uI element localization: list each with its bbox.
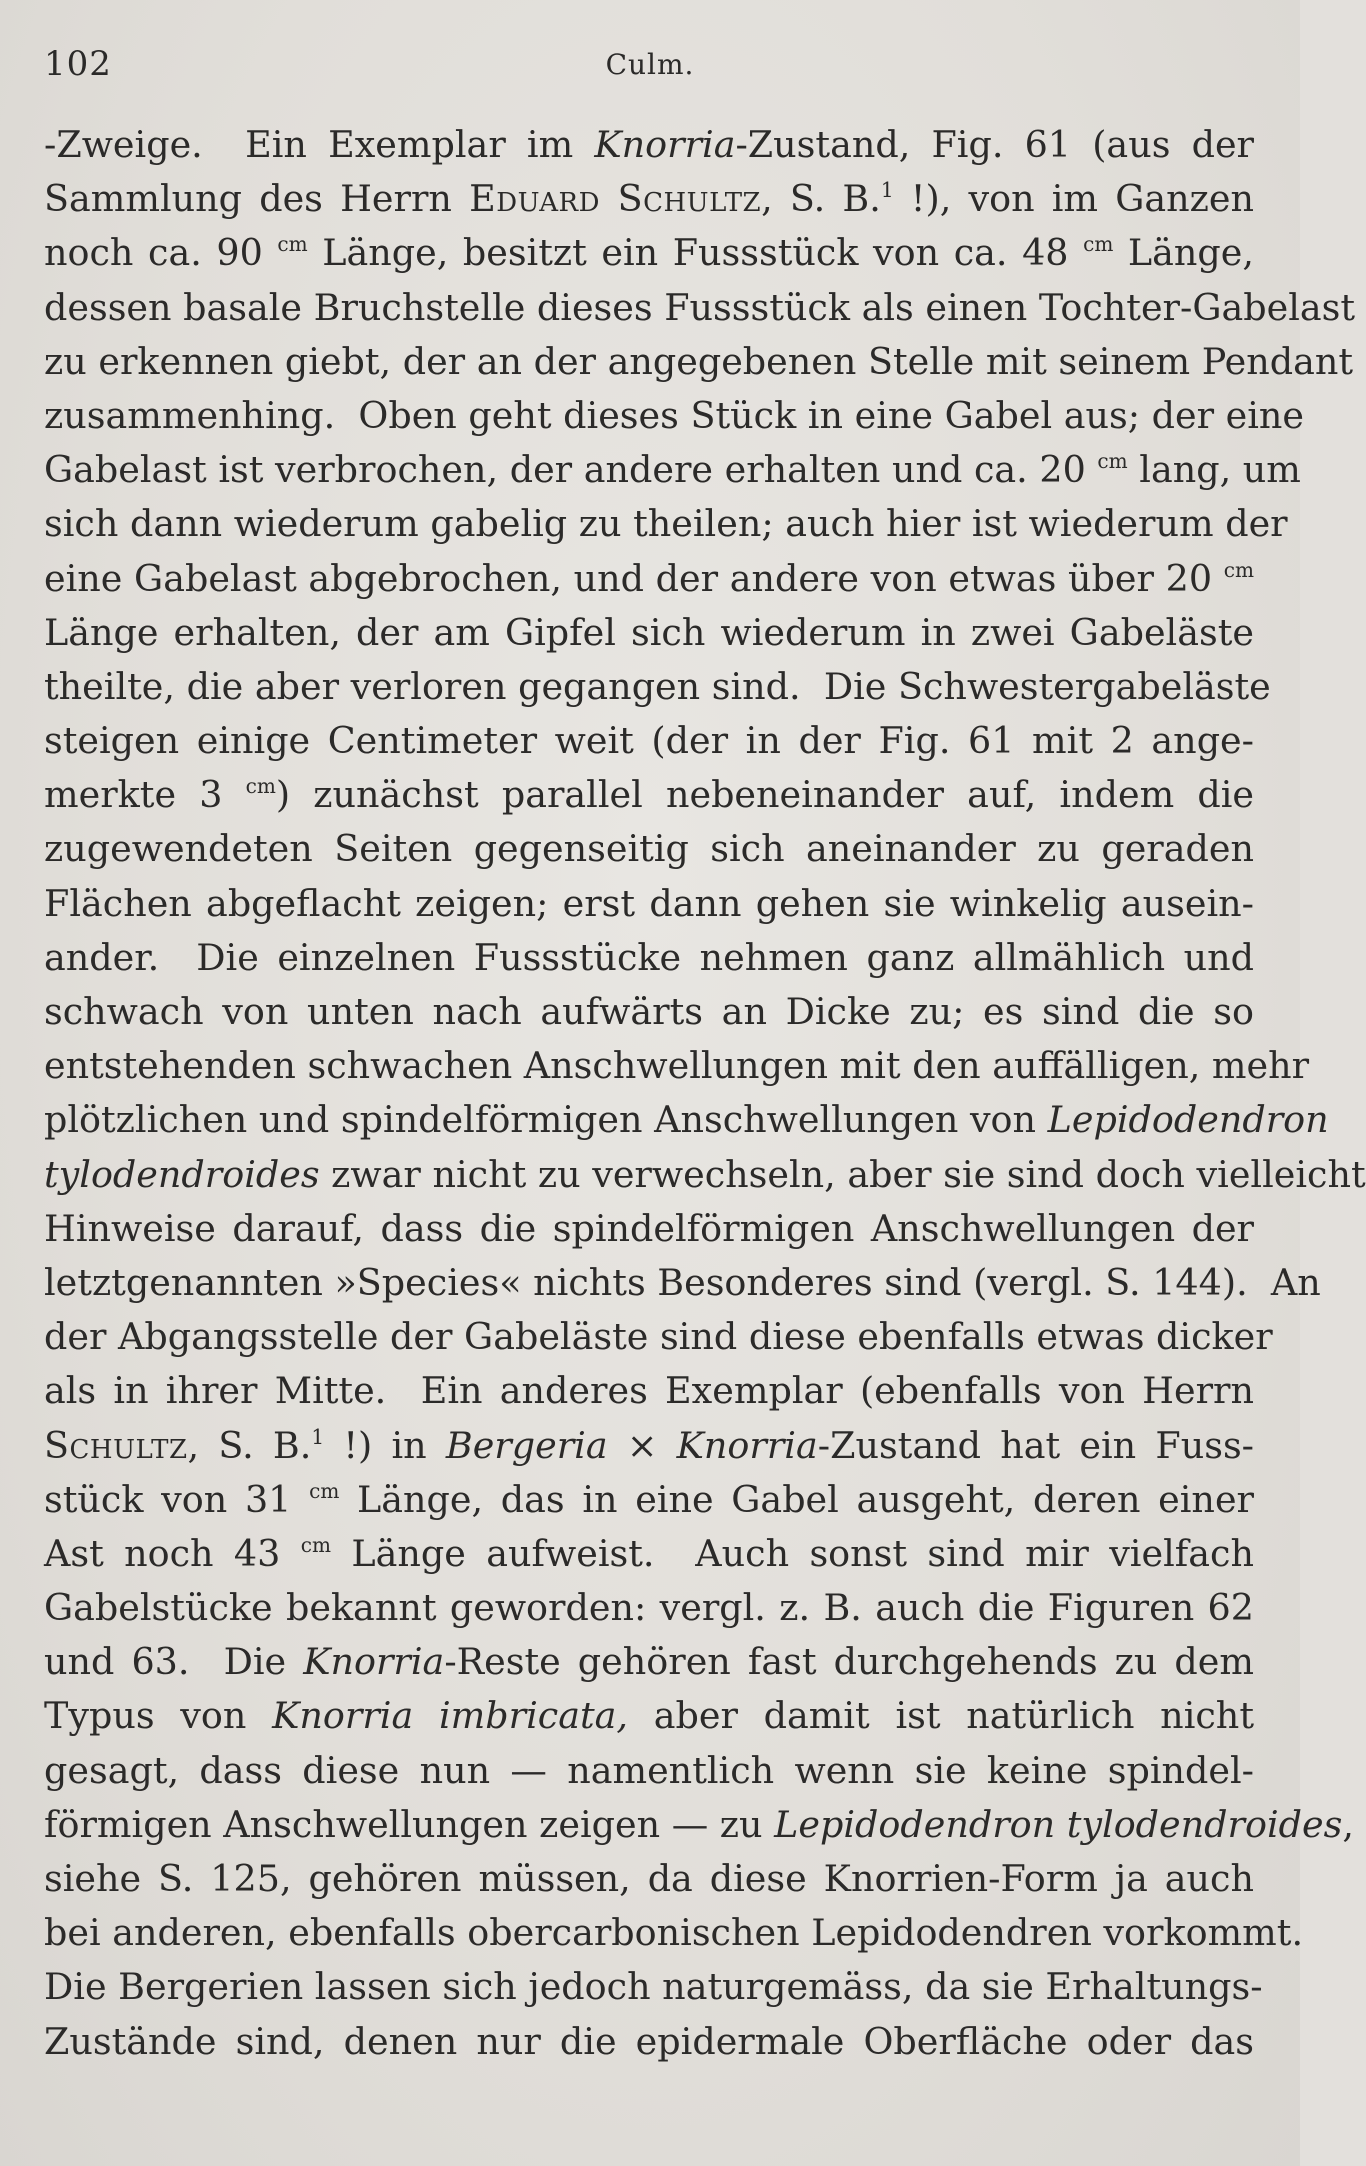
- text-segment: dessen basale Bruchstelle dieses Fussstück als einen Tochter-Gabelast: [44, 285, 1356, 329]
- page-number: 102: [44, 44, 112, 84]
- text-line: [44, 443, 1301, 497]
- text-segment: Gabelstücke bekannt geworden: vergl. z. B. auch die Figuren 62: [44, 1586, 1254, 1630]
- small-caps-text: Schultz: [44, 1423, 188, 1467]
- text-segment: bei anderen, ebenfalls obercarbonischen Lepidodendren vorkommt.: [44, 1911, 1304, 1955]
- superscript-text: cm: [1223, 557, 1254, 582]
- text-line: [44, 1852, 1254, 1906]
- text-line: [44, 226, 1254, 280]
- text-segment: stück von 31: [44, 1477, 310, 1521]
- superscript-text: cm: [1097, 449, 1128, 474]
- text-segment: eine Gabelast abgebrochen, und der andere von etwas über 20: [44, 556, 1224, 600]
- text-line: [44, 822, 1254, 876]
- text-segment: Länge, das in eine Gabel ausgeht, deren einer: [339, 1477, 1254, 1521]
- italic-text: Knorria: [303, 1640, 445, 1684]
- text-segment: lang, um: [1127, 448, 1301, 492]
- text-segment: Flächen abgeflacht zeigen; erst dann gehen sie winkelig ausein-: [44, 881, 1254, 925]
- text-segment: Hinweise darauf, dass die spindelförmigen Anschwellungen der: [44, 1206, 1254, 1250]
- italic-text: Lepidodendron: [1047, 1098, 1329, 1142]
- text-segment: ⨯: [607, 1423, 677, 1467]
- italic-text: Lepidodendron tylodendroides: [774, 1802, 1343, 1846]
- superscript-text: cm: [1083, 232, 1114, 257]
- text-line: [44, 1798, 1354, 1852]
- text-segment: Ast noch 43: [44, 1531, 301, 1575]
- text-line: [44, 1527, 1254, 1581]
- text-line: [44, 1419, 1254, 1473]
- text-line: [44, 1473, 1254, 1527]
- text-line: [44, 1039, 1310, 1093]
- text-segment: steigen einige Centimeter weit (der in der Fig. 61 mit 2 ange-: [44, 719, 1254, 763]
- text-line: [44, 768, 1254, 822]
- text-segment: zwar nicht zu verwechseln, aber sie sind doch vielleicht: [319, 1152, 1366, 1196]
- text-segment: Die Bergerien lassen sich jedoch naturgemäss, da sie Erhaltungs-: [44, 1965, 1263, 2009]
- text-line: [44, 1364, 1254, 1418]
- text-line: [44, 1256, 1321, 1310]
- text-line: [44, 281, 1356, 335]
- text-line: [44, 172, 1254, 226]
- text-segment: gesagt, dass diese nun — namentlich wenn sie keine spindel-: [44, 1748, 1254, 1792]
- text-line: [44, 714, 1254, 768]
- text-segment: merkte 3: [44, 773, 246, 817]
- text-segment: -Zweige. Ein Exemplar im: [44, 123, 595, 166]
- page-header: [44, 44, 1256, 94]
- text-segment: -Zustand hat ein Fuss-: [817, 1423, 1255, 1467]
- text-line: [44, 1906, 1304, 1960]
- superscript-text: cm: [300, 1532, 332, 1557]
- text-segment: , S. B.: [761, 177, 881, 221]
- superscript-text: cm: [309, 1478, 340, 1503]
- text-line: [44, 552, 1254, 606]
- text-segment: ,: [1342, 1802, 1354, 1846]
- text-segment: plötzlichen und spindelförmigen Anschwellungen von: [44, 1098, 1048, 1142]
- superscript-text: 1: [880, 178, 894, 203]
- italic-text: Knorria imbricata,: [272, 1694, 628, 1738]
- text-line: [44, 1202, 1254, 1256]
- text-line: [44, 118, 1254, 172]
- text-segment: , S. B.: [187, 1423, 312, 1467]
- text-segment: ander. Die einzelnen Fussstücke nehmen ganz allmählich und: [44, 935, 1254, 979]
- text-segment: Länge aufweist. Auch sonst sind mir vielfach: [331, 1531, 1254, 1575]
- text-segment: Länge, besitzt ein Fussstück von ca. 48: [307, 231, 1084, 275]
- text-segment: -Zustand, Fig. 61 (aus der: [735, 123, 1255, 166]
- text-line: [44, 1744, 1254, 1798]
- text-segment: Gabelast ist verbrochen, der andere erhalten und ca. 20: [44, 448, 1098, 492]
- text-segment: siehe S. 125, gehören müssen, da diese Knorrien-Form ja auch: [44, 1857, 1254, 1900]
- text-segment: Länge erhalten, der am Gipfel sich wiederum in zwei Gabeläste: [44, 610, 1254, 654]
- text-line: [44, 389, 1305, 443]
- text-segment: als in ihrer Mitte. Ein anderes Exemplar (ebenfalls von Herrn: [44, 1369, 1254, 1413]
- text-segment: zusammenhing. Oben geht dieses Stück in eine Gabel aus; der eine: [44, 393, 1305, 437]
- text-line: [44, 606, 1254, 660]
- text-line: [44, 1689, 1254, 1743]
- italic-text: Bergeria: [445, 1423, 608, 1467]
- text-line: [44, 1148, 1366, 1202]
- text-line: [44, 1093, 1329, 1147]
- text-segment: Länge,: [1113, 231, 1254, 275]
- text-segment: theilte, die aber verloren gegangen sind. Die Schwestergabeläste: [44, 664, 1271, 708]
- superscript-text: cm: [245, 774, 276, 799]
- text-line: [44, 985, 1254, 1039]
- text-segment: !), von im Ganzen: [893, 177, 1254, 221]
- text-segment: zu erkennen giebt, der an der angegebenen Stelle mit seinem Pendant: [44, 339, 1354, 383]
- text-line: [44, 1581, 1254, 1635]
- italic-text: Knorria: [676, 1423, 818, 1467]
- text-line: [44, 2015, 1254, 2069]
- text-segment: entstehenden schwachen Anschwellungen mit den auffälligen, mehr: [44, 1044, 1310, 1088]
- small-caps-text: Eduard Schultz: [469, 177, 762, 221]
- text-segment: sich dann wiederum gabelig zu theilen; auch hier ist wiederum der: [44, 502, 1288, 546]
- text-line: [44, 497, 1288, 551]
- text-segment: aber damit ist natürlich nicht: [627, 1694, 1254, 1738]
- italic-text: Knorria: [594, 123, 736, 166]
- text-line: [44, 1635, 1254, 1689]
- text-segment: Typus von: [44, 1694, 273, 1738]
- superscript-text: cm: [277, 232, 308, 257]
- text-segment: Sammlung des Herrn: [44, 177, 470, 221]
- text-segment: und 63. Die: [44, 1640, 304, 1684]
- text-line: [44, 877, 1254, 931]
- text-segment: -Reste gehören fast durchgehends zu dem: [444, 1640, 1254, 1684]
- text-line: [44, 335, 1354, 389]
- text-segment: schwach von unten nach aufwärts an Dicke zu; es sind die so: [44, 990, 1254, 1033]
- text-line: [44, 1960, 1263, 2014]
- text-segment: der Abgangsstelle der Gabeläste sind diese ebenfalls etwas dicker: [44, 1315, 1273, 1359]
- body-text: [44, 118, 1366, 2069]
- text-segment: förmigen Anschwellungen zeigen — zu: [44, 1802, 775, 1846]
- text-segment: noch ca. 90: [44, 231, 278, 275]
- text-line: [44, 660, 1271, 714]
- text-segment: ) zunächst parallel nebeneinander auf, indem die: [275, 773, 1254, 817]
- text-segment: !) in: [324, 1423, 446, 1467]
- text-segment: Zustände sind, denen nur die epidermale Oberfläche oder das: [44, 2019, 1254, 2063]
- text-line: [44, 1310, 1273, 1364]
- text-segment: letztgenannten »Species« nichts Besonderes sind (vergl. S. 144). An: [44, 1260, 1321, 1304]
- text-line: [44, 931, 1254, 985]
- text-segment: zugewendeten Seiten gegenseitig sich aneinander zu geraden: [44, 827, 1254, 871]
- italic-text: tylodendroides: [44, 1152, 320, 1196]
- running-head: Culm.: [605, 48, 695, 81]
- superscript-text: 1: [311, 1424, 325, 1449]
